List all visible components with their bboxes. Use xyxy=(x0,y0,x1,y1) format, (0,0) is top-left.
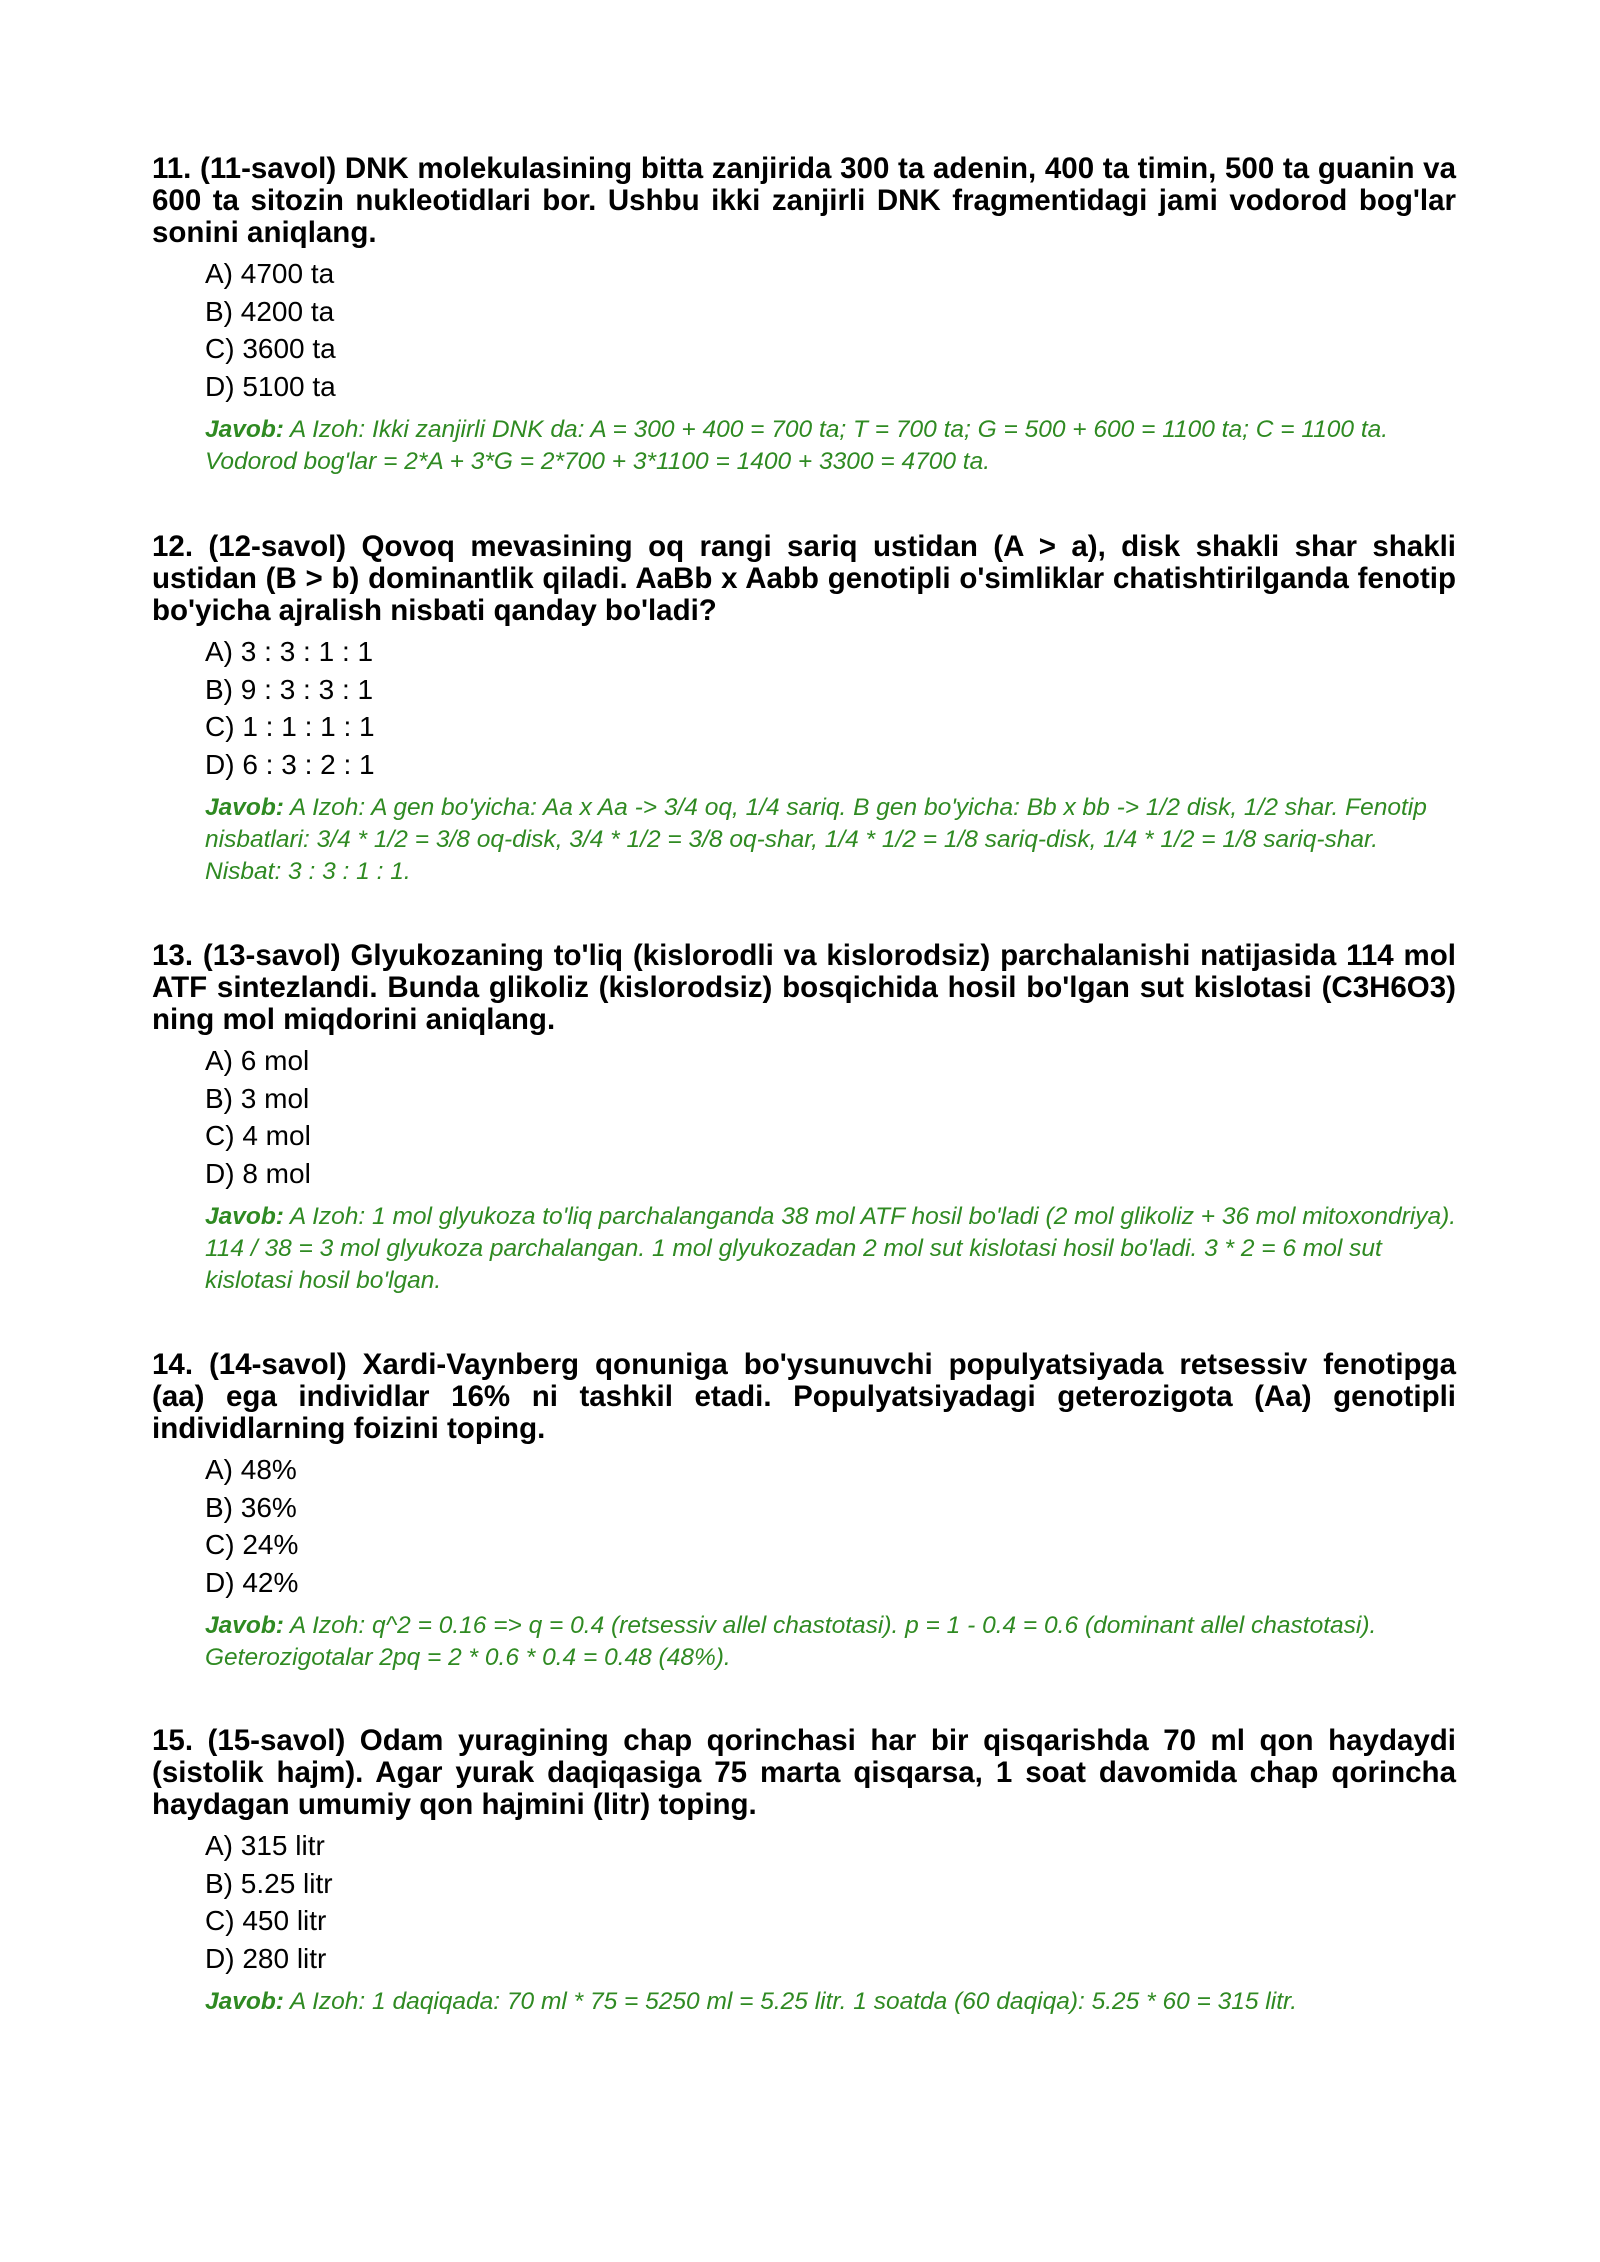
option-a: A) 3 : 3 : 1 : 1 xyxy=(205,636,374,667)
option-a: A) 6 mol xyxy=(205,1045,310,1076)
option-d: D) 8 mol xyxy=(205,1157,311,1189)
question-11 xyxy=(152,153,1456,478)
answer-text: A Izoh: 1 daqiqada: 70 ml * 75 = 5250 ml = 5.25 litr. 1 soatda (60 daqiqa): 5.25 * 60 = 315 litr. xyxy=(283,1988,1298,2015)
option-b: B) 4200 ta xyxy=(205,295,335,327)
option-c: C) 1 : 1 : 1 : 1 xyxy=(205,711,375,742)
answer-text: A Izoh: Ikki zanjirli DNK da: A = 300 + 400 = 700 ta; T = 700 ta; G = 500 + 600 = 1100 ta; C = 1100 ta. Vodorod bog'lar = 2*A + 3*G = 2*700 + 3*1100 = 1400 + 3300 = 4700 ta. xyxy=(205,416,1389,475)
option-c: C) 450 litr xyxy=(205,1905,327,1936)
answer-text: A Izoh: 1 mol glyukoza to'liq parchalanganda 38 mol ATF hosil bo'ladi (2 mol glikoliz + 36 mol mitoxondriya). 114 / 38 = 3 mol glyukoza parchalangan. 1 mol glyukozadan 2 mol sut kislotasi hosil bo'ladi. 3 * 2 = 6 mol sut kislotasi hosil bo'lgan. xyxy=(205,1203,1457,1294)
question-text: 11. (11-savol) DNK molekulasining bitta zanjirida 300 ta adenin, 400 ta timin, 500 ta guanin va 600 ta sitozin nukleotidlari bor. Ushbu ikki zanjirli DNK fragmentidagi jami vodorod bog'lar sonini aniqlang. xyxy=(152,152,1456,249)
option-a: A) 48% xyxy=(205,1454,297,1485)
answer-explanation xyxy=(205,1201,1460,1297)
question-text: 15. (15-savol) Odam yuragining chap qorinchasi har bir qisqarishda 70 ml qon haydaydi (sistolik hajm). Agar yurak daqiqasiga 75 marta qisqarsa, 1 soat davomida chap qorincha haydagan umumiy qon hajmini (litr) toping. xyxy=(152,1724,1456,1821)
question-13 xyxy=(152,940,1456,1297)
question-15 xyxy=(152,1725,1456,2018)
option-c: C) 24% xyxy=(205,1529,299,1560)
question-12 xyxy=(152,531,1456,888)
answer-options xyxy=(205,633,1456,783)
question-text: 13. (13-savol) Glyukozaning to'liq (kislorodli va kislorodsiz) parchalanishi natijasida 114 mol ATF sintezlandi. Bunda glikoliz (kislorodsiz) bosqichida hosil bo'lgan sut kislotasi (C3H6O3) ning mol miqdorini aniqlang. xyxy=(152,939,1456,1036)
option-c: C) 3600 ta xyxy=(205,333,336,364)
answer-options xyxy=(205,1042,1456,1192)
option-b: B) 36% xyxy=(205,1491,297,1523)
answer-explanation xyxy=(205,1610,1460,1674)
answer-options xyxy=(205,1451,1456,1601)
answer-label: Javob: xyxy=(205,1612,284,1639)
question-text: 14. (14-savol) Xardi-Vaynberg qonuniga bo'ysunuvchi populyatsiyada retsessiv fenotipga (aa) ega individlar 16% ni tashkil etadi. Populyatsiyadagi geterozigota (Aa) genotipli individlarning foizini toping. xyxy=(152,1348,1456,1445)
answer-label: Javob: xyxy=(205,794,284,821)
option-b: B) 9 : 3 : 3 : 1 xyxy=(205,673,374,705)
answer-options xyxy=(205,1827,1456,1977)
option-a: A) 315 litr xyxy=(205,1830,325,1861)
option-c: C) 4 mol xyxy=(205,1120,311,1151)
option-d: D) 5100 ta xyxy=(205,370,336,402)
option-d: D) 42% xyxy=(205,1566,299,1598)
option-b: B) 3 mol xyxy=(205,1082,310,1114)
answer-options xyxy=(205,255,1456,405)
answer-explanation xyxy=(205,1986,1460,2018)
question-14 xyxy=(152,1349,1456,1674)
answer-text: A Izoh: A gen bo'yicha: Aa x Aa -> 3/4 oq, 1/4 sariq. B gen bo'yicha: Bb x bb -> 1/2 disk, 1/2 shar. Fenotip nisbatlari: 3/4 * 1/2 = 3/8 oq-disk, 3/4 * 1/2 = 3/8 oq-shar, 1/4 * 1/2 = 1/8 sariq-disk, 1/4 * 1/2 = 1/8 sariq-shar. Nisbat: 3 : 3 : 1 : 1. xyxy=(205,794,1427,885)
option-d: D) 280 litr xyxy=(205,1942,327,1974)
answer-label: Javob: xyxy=(205,1988,284,2015)
answer-explanation xyxy=(205,792,1460,888)
answer-explanation xyxy=(205,414,1460,478)
answer-label: Javob: xyxy=(205,1203,284,1230)
question-text: 12. (12-savol) Qovoq mevasining oq rangi sariq ustidan (A > a), disk shakli shar shakli ustidan (B > b) dominantlik qiladi. AaBb x Aabb genotipli o'simliklar chatishtirilganda fenotip bo'yicha ajralish nisbati qanday bo'ladi? xyxy=(152,530,1456,627)
answer-label: Javob: xyxy=(205,416,284,443)
answer-text: A Izoh: q^2 = 0.16 => q = 0.4 (retsessiv allel chastotasi). p = 1 - 0.4 = 0.6 (dominant allel chastotasi). Geterozigotalar 2pq = 2 * 0.6 * 0.4 = 0.48 (48%). xyxy=(205,1612,1377,1671)
option-a: A) 4700 ta xyxy=(205,258,335,289)
option-b: B) 5.25 litr xyxy=(205,1867,333,1899)
option-d: D) 6 : 3 : 2 : 1 xyxy=(205,748,375,780)
